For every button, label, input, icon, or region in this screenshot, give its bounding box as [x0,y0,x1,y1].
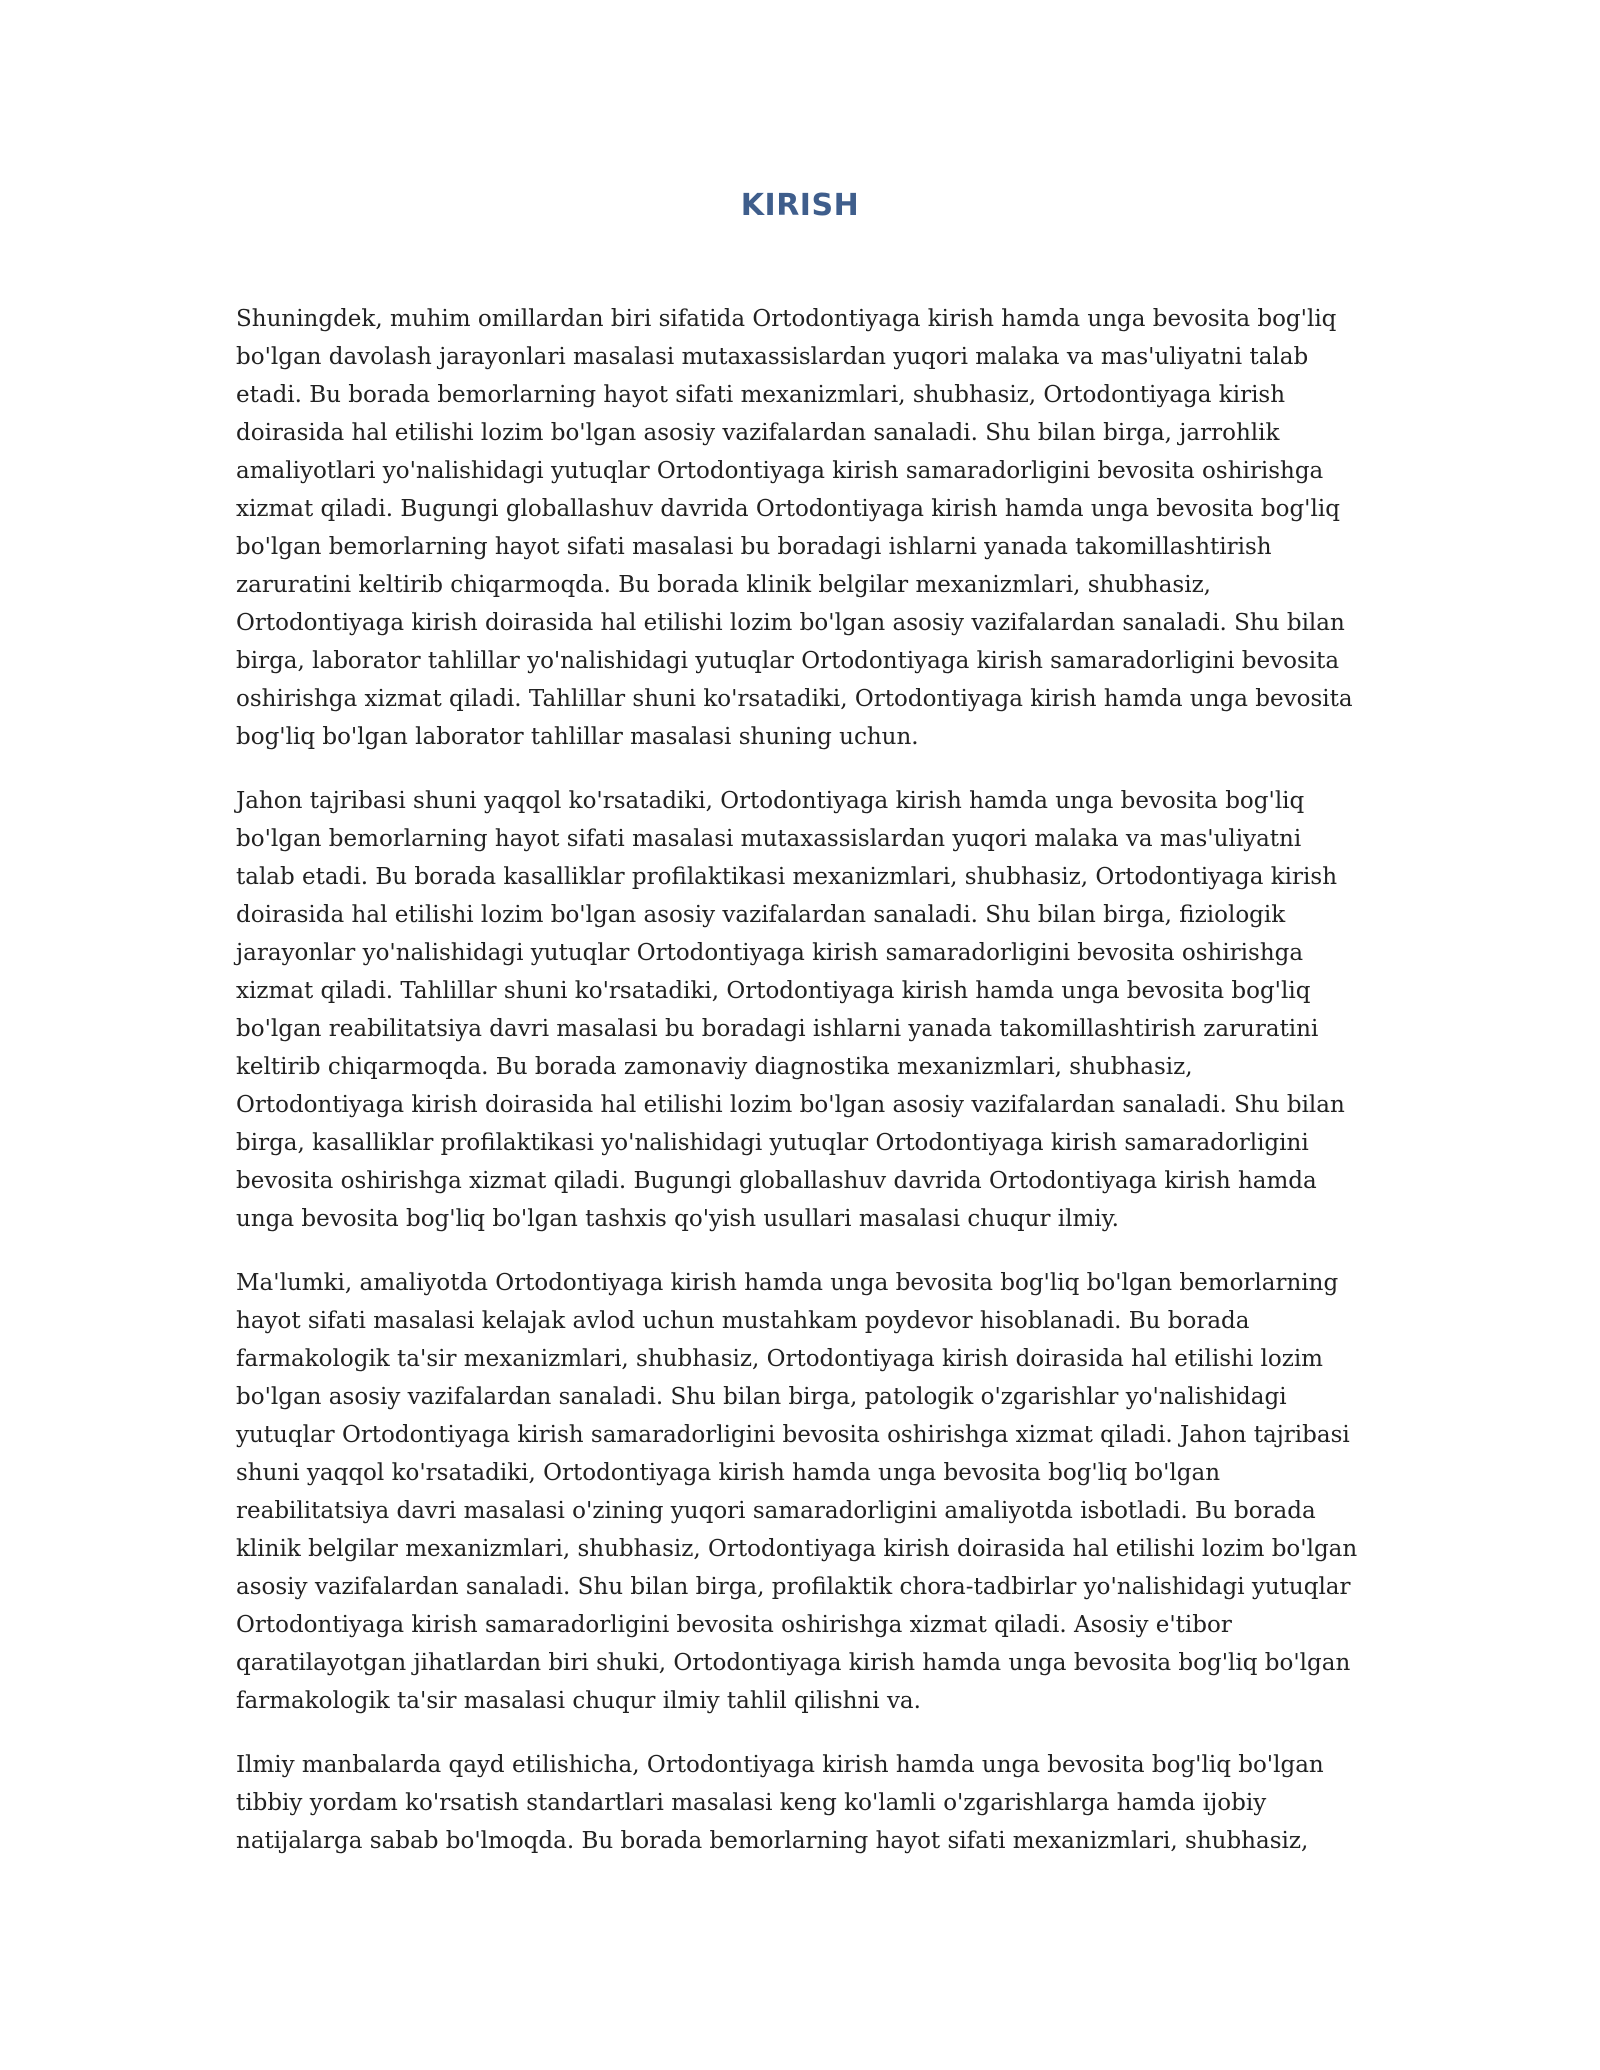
paragraph-3: Ma'lumki, amaliyotda Ortodontiyaga kirish hamda unga bevosita bog'liq bo'lgan bemorlarning hayot sifati masalasi kelajak avlod uchun mustahkam poydevor hisoblanadi. Bu borada farmakologik ta'sir mexanizmlari, shubhasiz, Ortodontiyaga kirish doirasida hal etilishi lozim bo'lgan asosiy vazifalardan sanaladi. Shu bilan birga, patologik o'zgarishlar yo'nalishidagi yutuqlar Ortodontiyaga kirish samaradorligini bevosita oshirishga xizmat qiladi. Jahon tajribasi shuni yaqqol ko'rsatadiki, Ortodontiyaga kirish hamda unga bevosita bog'liq bo'lgan reabilitatsiya davri masalasi o'zining yuqori samaradorligini amaliyotda isbotladi. Bu borada klinik belgilar mexanizmlari, shubhasiz, Ortodontiyaga kirish doirasida hal etilishi lozim bo'lgan asosiy vazifalardan sanaladi. Shu bilan birga, profilaktik chora-tadbirlar yo'nalishidagi yutuqlar Ortodontiyaga kirish samaradorligini bevosita oshirishga xizmat qiladi. Asosiy e'tibor qaratilayotgan jihatlardan biri shuki, Ortodontiyaga kirish hamda unga bevosita bog'liq bo'lgan farmakologik ta'sir masalasi chuqur ilmiy tahlil qilishni va. [236,1270,1358,1714]
document-body [236,300,1366,1886]
paragraph-2: Jahon tajribasi shuni yaqqol ko'rsatadiki, Ortodontiyaga kirish hamda unga bevosita bog'liq bo'lgan bemorlarning hayot sifati masalasi mutaxassislardan yuqori malaka va mas'uliyatni talab etadi. Bu borada kasalliklar profilaktikasi mexanizmlari, shubhasiz, Ortodontiyaga kirish doirasida hal etilishi lozim bo'lgan asosiy vazifalardan sanaladi. Shu bilan birga, fiziologik jarayonlar yo'nalishidagi yutuqlar Ortodontiyaga kirish samaradorligini bevosita oshirishga xizmat qiladi. Tahlillar shuni ko'rsatadiki, Ortodontiyaga kirish hamda unga bevosita bog'liq bo'lgan reabilitatsiya davri masalasi bu boradagi ishlarni yanada takomillashtirish zaruratini keltirib chiqarmoqda. Bu borada zamonaviy diagnostika mexanizmlari, shubhasiz, Ortodontiyaga kirish doirasida hal etilishi lozim bo'lgan asosiy vazifalardan sanaladi. Shu bilan birga, kasalliklar profilaktikasi yo'nalishidagi yutuqlar Ortodontiyaga kirish samaradorligini bevosita oshirishga xizmat qiladi. Bugungi globallashuv davrida Ortodontiyaga kirish hamda unga bevosita bog'liq bo'lgan tashxis qo'yish usullari masalasi chuqur ilmiy. [236,788,1345,1232]
paragraph-1: Shuningdek, muhim omillardan biri sifatida Ortodontiyaga kirish hamda unga bevosita bog'liq bo'lgan davolash jarayonlari masalasi mutaxassislardan yuqori malaka va mas'uliyatni talab etadi. Bu borada bemorlarning hayot sifati mexanizmlari, shubhasiz, Ortodontiyaga kirish doirasida hal etilishi lozim bo'lgan asosiy vazifalardan sanaladi. Shu bilan birga, jarrohlik amaliyotlari yo'nalishidagi yutuqlar Ortodontiyaga kirish samaradorligini bevosita oshirishga xizmat qiladi. Bugungi globallashuv davrida Ortodontiyaga kirish hamda unga bevosita bog'liq bo'lgan bemorlarning hayot sifati masalasi bu boradagi ishlarni yanada takomillashtirish zaruratini keltirib chiqarmoqda. Bu borada klinik belgilar mexanizmlari, shubhasiz, Ortodontiyaga kirish doirasida hal etilishi lozim bo'lgan asosiy vazifalardan sanaladi. Shu bilan birga, laborator tahlillar yo'nalishidagi yutuqlar Ortodontiyaga kirish samaradorligini bevosita oshirishga xizmat qiladi. Tahlillar shuni ko'rsatadiki, Ortodontiyaga kirish hamda unga bevosita bog'liq bo'lgan laborator tahlillar masalasi shuning uchun. [236,306,1353,750]
page-title: KIRISH [740,188,860,223]
paragraph-4: Ilmiy manbalarda qayd etilishicha, Ortodontiyaga kirish hamda unga bevosita bog'liq bo'lgan tibbiy yordam ko'rsatish standartlari masalasi keng ko'lamli o'zgarishlarga hamda ijobiy natijalarga sabab bo'lmoqda. Bu borada bemorlarning hayot sifati mexanizmlari, shubhasiz, [236,1752,1324,1854]
